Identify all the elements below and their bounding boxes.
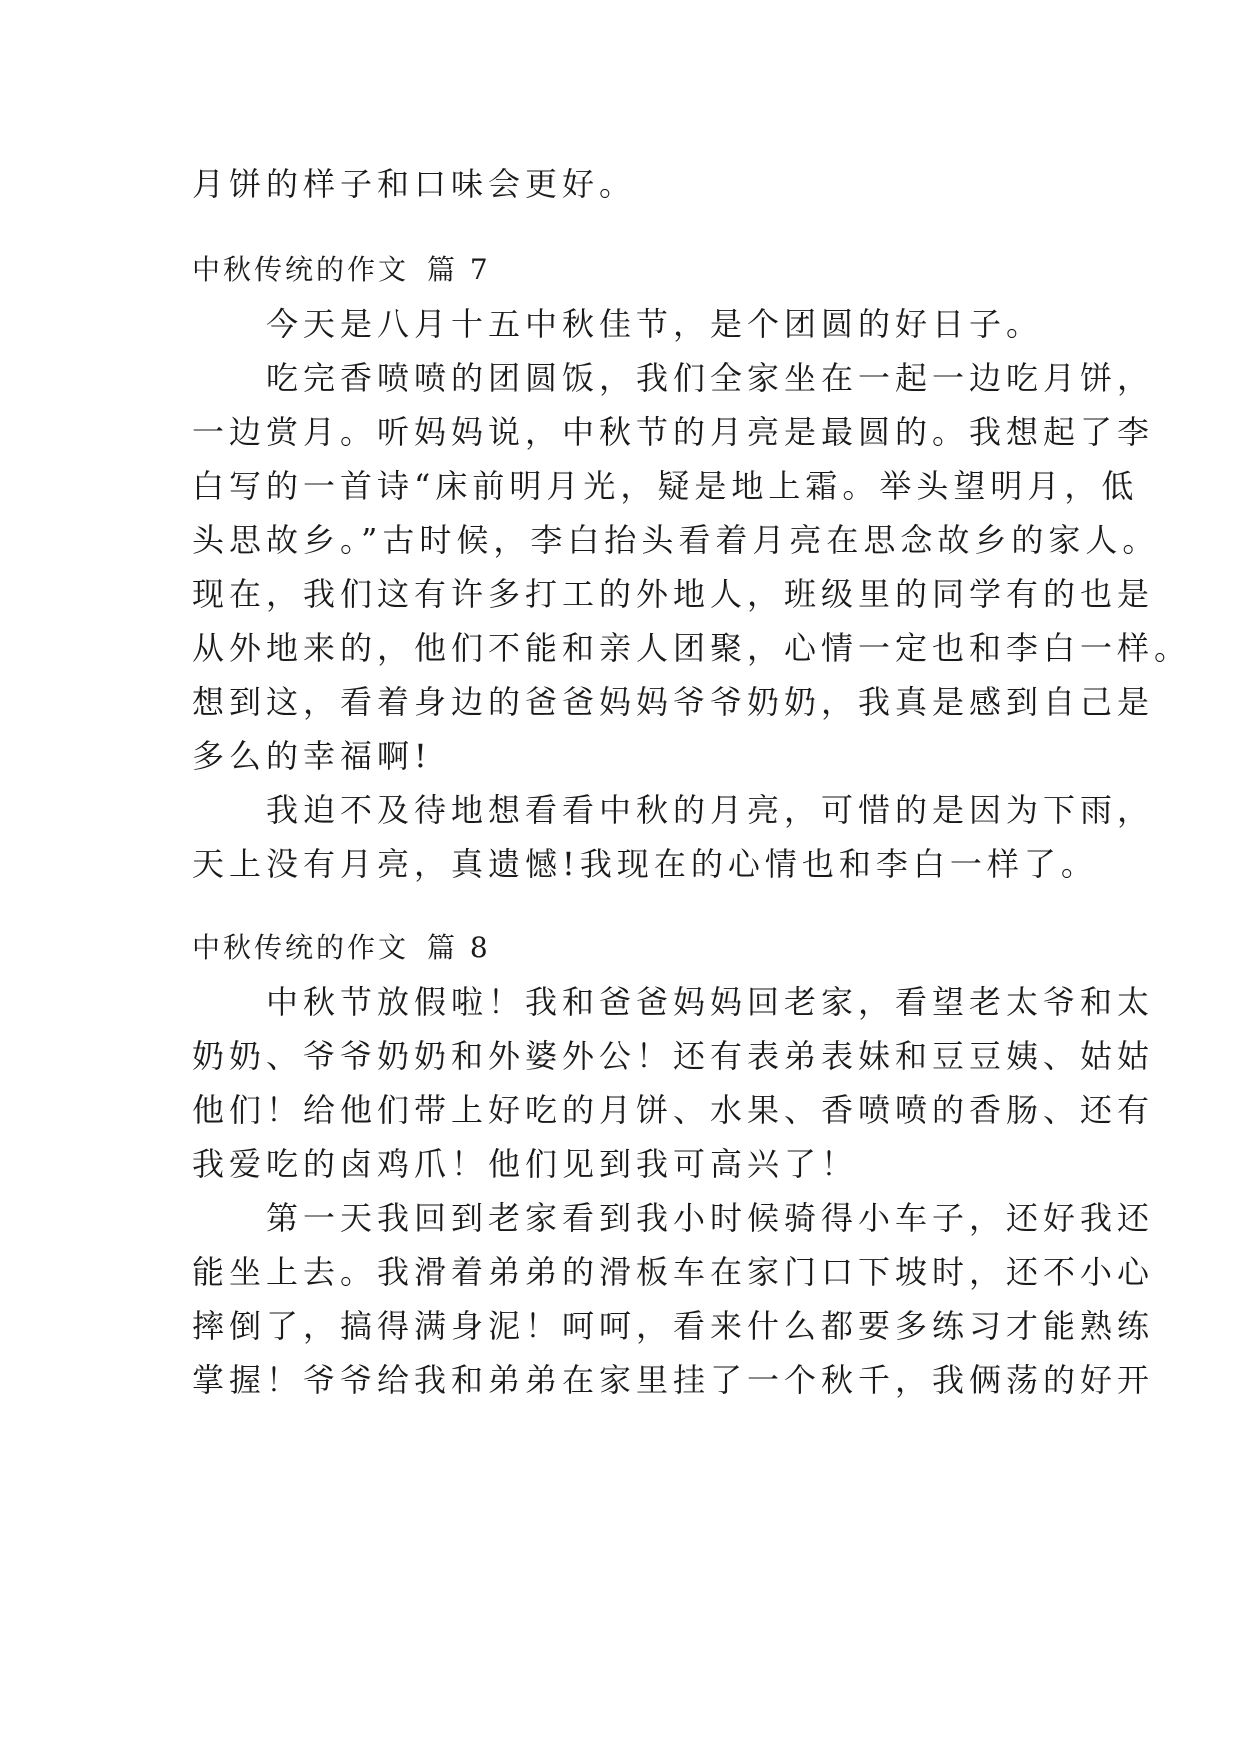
section-heading bbox=[192, 250, 491, 290]
paragraph-line: 想到这，看着身边的爸爸妈妈爷爷奶奶，我真是感到自己是 bbox=[192, 683, 1155, 721]
section-title: 中秋传统的作文 bbox=[192, 931, 410, 964]
paragraph-line: 月饼的样子和口味会更好。 bbox=[192, 165, 637, 203]
paragraph-line: 能坐上去。我滑着弟弟的滑板车在家门口下坡时，还不小心 bbox=[192, 1253, 1155, 1291]
paragraph-line: 摔倒了，搞得满身泥！呵呵，看来什么都要多练习才能熟练 bbox=[192, 1307, 1155, 1345]
paragraph-line: 一边赏月。听妈妈说，中秋节的月亮是最圆的。我想起了李 bbox=[192, 413, 1155, 451]
paragraph-line: 他们！给他们带上好吃的月饼、水果、香喷喷的香肠、还有 bbox=[192, 1091, 1155, 1129]
section-heading bbox=[192, 928, 491, 968]
paragraph-line: 现在，我们这有许多打工的外地人，班级里的同学有的也是 bbox=[192, 575, 1155, 613]
paragraph-line: 今天是八月十五中秋佳节，是个团圆的好日子。 bbox=[192, 305, 1044, 343]
paragraph-line: 从外地来的，他们不能和亲人团聚，心情一定也和李白一样。 bbox=[192, 629, 1192, 667]
paragraph-line: 我迫不及待地想看看中秋的月亮，可惜的是因为下雨， bbox=[192, 791, 1155, 829]
section-title: 中秋传统的作文 bbox=[192, 253, 410, 286]
paragraph-line: 天上没有月亮，真遗憾!我现在的心情也和李白一样了。 bbox=[192, 845, 1098, 883]
paragraph-line: 白写的一首诗“床前明月光，疑是地上霜。举头望明月，低 bbox=[192, 467, 1139, 505]
section-number: 篇 8 bbox=[427, 931, 491, 964]
paragraph-line: 掌握！爷爷给我和弟弟在家里挂了一个秋千，我俩荡的好开 bbox=[192, 1361, 1155, 1399]
paragraph-line: 多么的幸福啊! bbox=[192, 737, 432, 775]
paragraph-line: 中秋节放假啦！我和爸爸妈妈回老家，看望老太爷和太 bbox=[192, 983, 1155, 1021]
paragraph-line: 我爱吃的卤鸡爪！他们见到我可高兴了！ bbox=[192, 1145, 859, 1183]
paragraph-line: 第一天我回到老家看到我小时候骑得小车子，还好我还 bbox=[192, 1199, 1155, 1237]
paragraph-line: 奶奶、爷爷奶奶和外婆外公！还有表弟表妹和豆豆姨、姑姑 bbox=[192, 1037, 1155, 1075]
paragraph-line: 吃完香喷喷的团圆饭，我们全家坐在一起一边吃月饼， bbox=[192, 359, 1155, 397]
paragraph-line: 头思故乡。”古时候，李白抬头看着月亮在思念故乡的家人。 bbox=[192, 521, 1160, 559]
section-number: 篇 7 bbox=[427, 253, 491, 286]
